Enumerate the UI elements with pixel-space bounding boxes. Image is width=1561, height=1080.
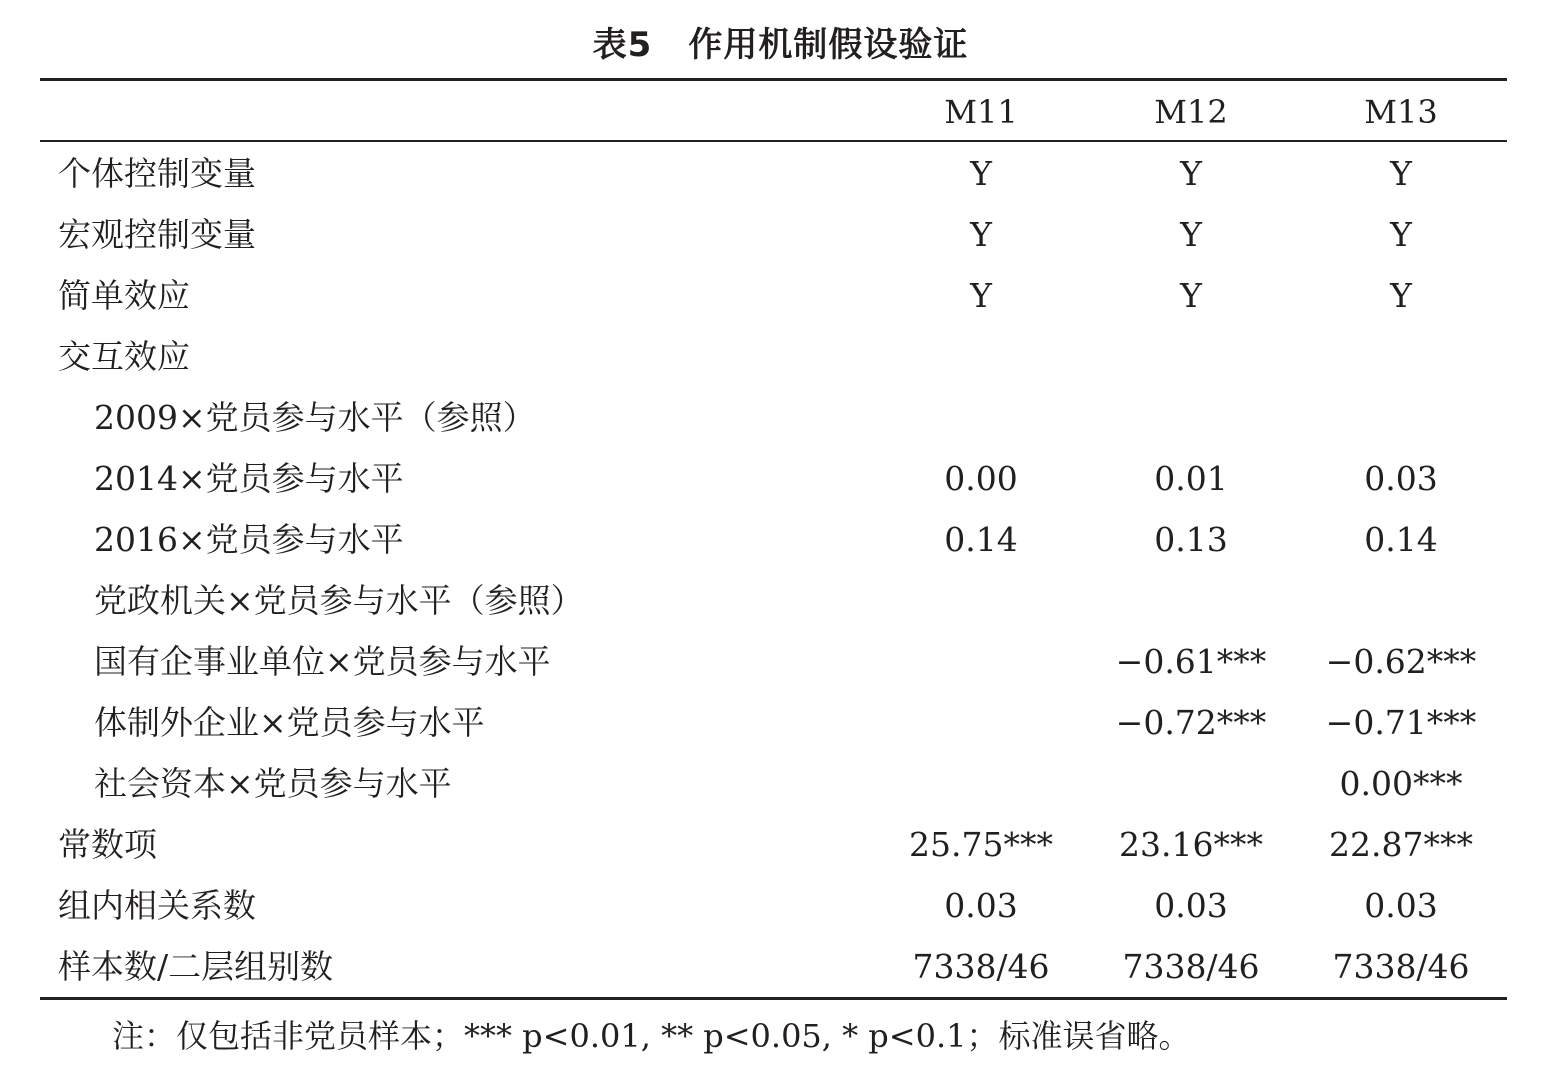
cell-m12: Y: [1180, 154, 1202, 193]
row-label: 组内相关系数: [58, 886, 256, 925]
cell-m13: Y: [1390, 215, 1412, 254]
table-note: 注：仅包括非党员样本；*** p<0.01, ** p<0.05, * p<0.1；标准误省略。: [112, 1017, 1191, 1055]
table-caption: [0, 20, 1561, 70]
column-header-m11: M11: [944, 93, 1018, 131]
row-label: 宏观控制变量: [58, 215, 256, 254]
table-row: [40, 143, 1507, 204]
cell-m11: 25.75***: [909, 825, 1053, 864]
row-label: 党政机关×党员参与水平（参照）: [94, 581, 584, 620]
column-header-m13: M13: [1364, 93, 1438, 131]
cell-m12: 0.03: [1154, 886, 1228, 925]
table-row: [40, 753, 1507, 814]
table-row: [40, 692, 1507, 753]
table-header-row: [40, 82, 1507, 143]
cell-m13: 0.14: [1364, 520, 1438, 559]
row-label: 个体控制变量: [58, 154, 256, 193]
table-row: [40, 509, 1507, 570]
cell-m11: Y: [970, 276, 992, 315]
table-row: [40, 387, 1507, 448]
table-row: [40, 631, 1507, 692]
cell-m12: −0.72***: [1115, 703, 1267, 742]
row-label: 简单效应: [58, 276, 190, 315]
top-rule: [40, 78, 1507, 81]
table-row: [40, 936, 1507, 997]
row-label: 体制外企业×党员参与水平: [94, 703, 485, 742]
cell-m12: 0.13: [1154, 520, 1228, 559]
cell-m13: 0.03: [1364, 459, 1438, 498]
cell-m12: 0.01: [1154, 459, 1228, 498]
table-number: 表5: [592, 25, 653, 65]
column-header-m12: M12: [1154, 93, 1228, 131]
row-label: 交互效应: [58, 337, 190, 376]
cell-m11: 0.14: [944, 520, 1018, 559]
table-row: [40, 204, 1507, 265]
cell-m12: Y: [1180, 215, 1202, 254]
table-row: [40, 814, 1507, 875]
cell-m13: Y: [1390, 276, 1412, 315]
cell-m11: Y: [970, 154, 992, 193]
table-title: 作用机制假设验证: [688, 25, 969, 65]
row-label: 2016×党员参与水平: [94, 520, 404, 559]
row-label: 常数项: [58, 825, 157, 864]
table-row: [40, 326, 1507, 387]
cell-m11: 0.00: [944, 459, 1018, 498]
cell-m12: 7338/46: [1122, 947, 1260, 986]
cell-m11: 0.03: [944, 886, 1018, 925]
cell-m13: −0.71***: [1325, 703, 1477, 742]
cell-m12: −0.61***: [1115, 642, 1267, 681]
cell-m13: Y: [1390, 154, 1412, 193]
row-label: 2009×党员参与水平（参照）: [94, 398, 536, 437]
cell-m11: 7338/46: [912, 947, 1050, 986]
table-row: [40, 570, 1507, 631]
cell-m13: −0.62***: [1325, 642, 1477, 681]
cell-m12: Y: [1180, 276, 1202, 315]
cell-m13: 7338/46: [1332, 947, 1470, 986]
row-label: 2014×党员参与水平: [94, 459, 404, 498]
cell-m11: Y: [970, 215, 992, 254]
table-row: [40, 875, 1507, 936]
cell-m12: 23.16***: [1119, 825, 1263, 864]
row-label: 国有企事业单位×党员参与水平: [94, 642, 551, 681]
row-label: 样本数/二层组别数: [58, 947, 334, 986]
cell-m13: 0.03: [1364, 886, 1438, 925]
table-row: [40, 448, 1507, 509]
cell-m13: 22.87***: [1329, 825, 1473, 864]
cell-m13: 0.00***: [1339, 764, 1463, 803]
table-row: [40, 265, 1507, 326]
row-label: 社会资本×党员参与水平: [94, 764, 452, 803]
bottom-rule: [40, 997, 1507, 1000]
